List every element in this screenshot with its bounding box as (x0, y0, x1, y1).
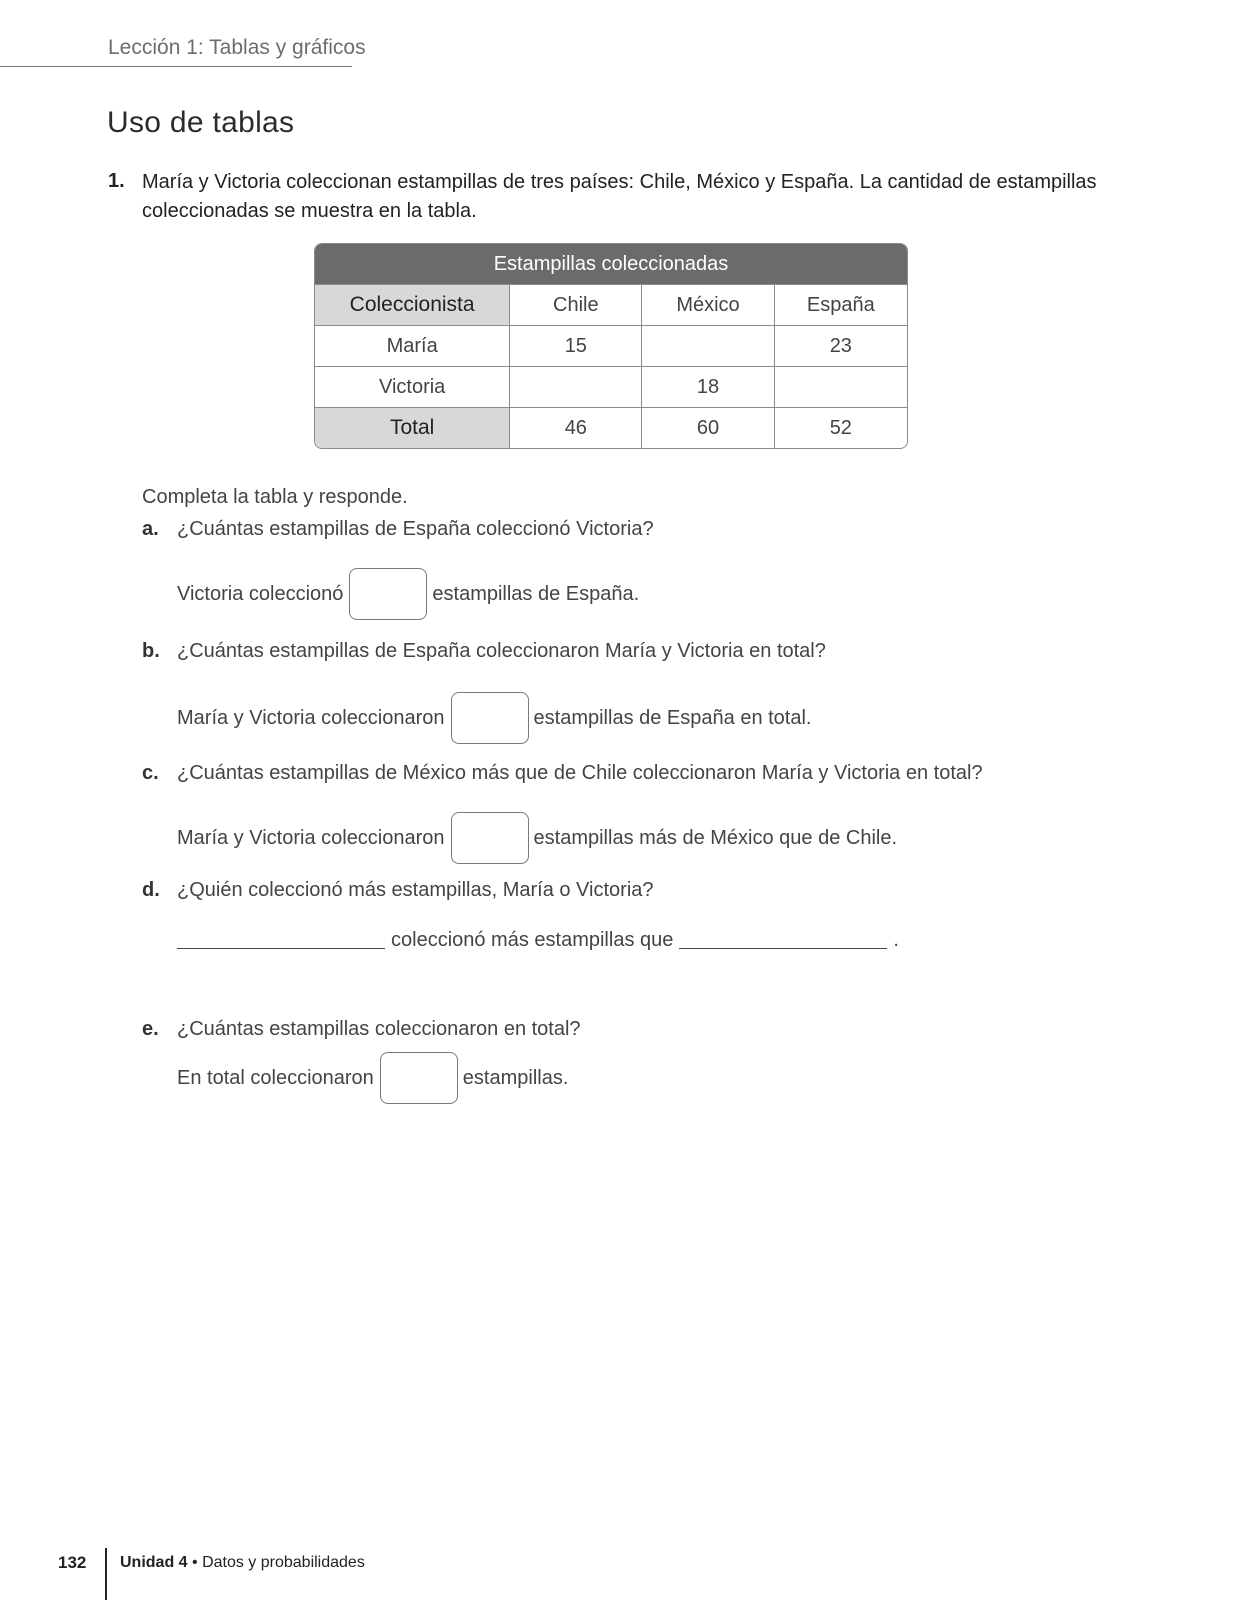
answer-box[interactable] (349, 568, 427, 620)
table-row (315, 326, 907, 367)
question-text: ¿Cuántas estampillas de España coleccionó Victoria? (177, 518, 654, 540)
table-header-row (315, 285, 907, 326)
table-total-row (315, 408, 907, 448)
row-label: María (315, 326, 510, 367)
table-cell: 46 (510, 408, 642, 448)
question-text: ¿Cuántas estampillas de España coleccionaron María y Victoria en total? (177, 640, 826, 662)
unit-title: Datos y probabilidades (202, 1554, 365, 1571)
footer-divider (105, 1548, 107, 1600)
stamps-table (314, 243, 908, 449)
question-text: ¿Quién coleccionó más estampillas, María o Victoria? (177, 879, 654, 901)
answer-box[interactable] (451, 812, 529, 864)
answer-prefix: Victoria coleccionó (177, 582, 344, 605)
question-letter: b. (142, 640, 160, 662)
row-label-total: Total (315, 408, 510, 448)
header-spain: España (775, 285, 907, 326)
table-cell-blank[interactable] (510, 367, 642, 408)
question-letter: c. (142, 762, 159, 784)
unit-separator: • (187, 1554, 203, 1571)
table-title-row (315, 244, 907, 285)
table-cell: 60 (642, 408, 774, 448)
page-number: 132 (58, 1553, 87, 1572)
answer-line (177, 1052, 568, 1104)
table-row (315, 367, 907, 408)
table-cell-blank[interactable] (642, 326, 774, 367)
table-cell: 52 (829, 416, 852, 439)
answer-prefix: María y Victoria coleccionaron (177, 826, 445, 849)
answer-blank-whom[interactable] (679, 948, 887, 949)
instruction: Completa la tabla y responde. (142, 486, 408, 508)
answer-prefix: En total coleccionaron (177, 1066, 374, 1089)
answer-box[interactable] (451, 692, 529, 744)
table-cell-blank[interactable] (775, 367, 907, 408)
answer-line (177, 692, 811, 744)
lesson-underline (0, 66, 352, 67)
table-cell: 18 (642, 367, 774, 408)
answer-line (177, 812, 897, 864)
table-title: Estampillas coleccionadas (315, 244, 907, 285)
answer-suffix: estampillas. (462, 1066, 569, 1089)
header-chile: Chile (510, 285, 642, 326)
footer-unit (120, 1554, 365, 1572)
question-text: ¿Cuántas estampillas de México más que de Chile coleccionaron María y Victoria en total? (177, 762, 983, 784)
header-mexico: México (642, 285, 774, 326)
question-letter: a. (142, 518, 159, 540)
question-letter: d. (142, 879, 160, 901)
answer-middle: coleccionó más estampillas que (391, 929, 674, 951)
answer-line (177, 929, 899, 952)
answer-blank-who[interactable] (177, 948, 385, 949)
answer-suffix: estampillas más de México que de Chile. (533, 826, 898, 849)
answer-period: . (893, 929, 899, 951)
unit-label: Unidad 4 (120, 1554, 188, 1571)
row-label: Victoria (315, 367, 510, 408)
question-text: ¿Cuántas estampillas coleccionaron en total? (177, 1018, 581, 1040)
question-letter: e. (142, 1018, 159, 1040)
table-cell: 23 (775, 326, 907, 367)
exercise-number: 1. (108, 170, 125, 192)
table-cell: 15 (510, 326, 642, 367)
answer-suffix: estampillas de España en total. (533, 706, 812, 729)
exercise-statement: María y Victoria coleccionan estampillas de tres países: Chile, México y España. La cantidad de estampillas coleccionadas se muestra en la tabla. (142, 171, 1097, 222)
answer-suffix: estampillas de España. (432, 582, 640, 605)
header-collector: Coleccionista (315, 285, 510, 326)
answer-box[interactable] (380, 1052, 458, 1104)
lesson-title: Lección 1: Tablas y gráficos (108, 36, 366, 59)
answer-prefix: María y Victoria coleccionaron (177, 706, 445, 729)
answer-line (177, 568, 639, 620)
section-title: Uso de tablas (107, 106, 295, 139)
